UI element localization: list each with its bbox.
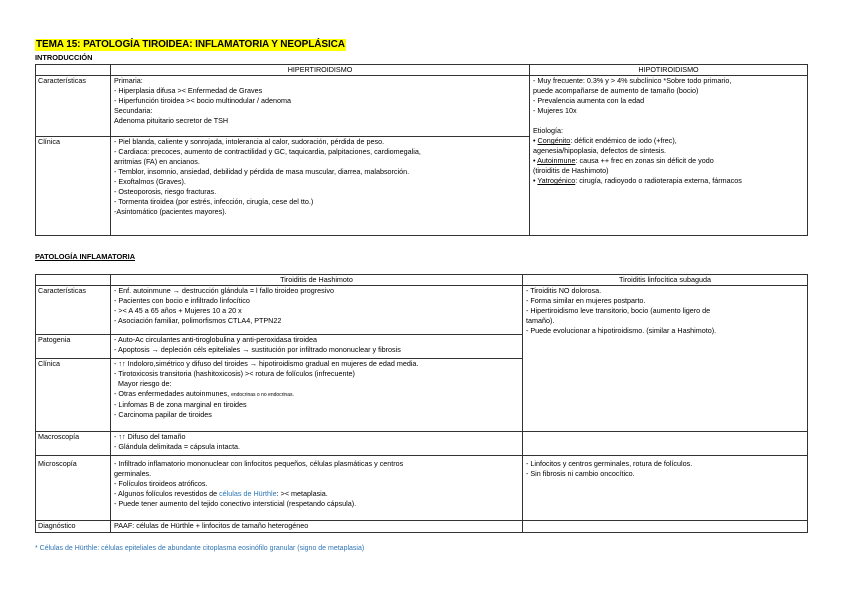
document-title: TEMA 15: PATOLOGÍA TIROIDEA: INFLAMATORIA Y NEOPLÁSICA (36, 39, 345, 50)
text-line: - Piel blanda, caliente y sonrojada, intolerancia al calor, sudoración, pérdida de peso. (114, 137, 385, 146)
text-line: - >< A 45 a 65 años + Mujeres 10 a 20 x (114, 306, 242, 315)
text-line: - Puede evolucionar a hipotiroidismo. (similar a Hashimoto). (526, 326, 717, 335)
section-intro-heading: INTRODUCCIÓN (35, 53, 93, 62)
row-label-microscopia: Microscopía (36, 456, 111, 521)
text-autoinmune: : causa ++ frec en zonas sin déficit de yodo (575, 156, 714, 165)
linfocitica-diagnostico (523, 521, 808, 533)
hashimoto-microscopia (111, 456, 523, 521)
hurthle-pre: - Algunos folículos revestidos de (114, 489, 218, 498)
text-line: -Asintomático (pacientes mayores). (114, 207, 227, 216)
text-line: - Muy frecuente: 0.3% y > 4% subclínico *Sobre todo primario, (533, 76, 732, 85)
text-line: - Hiperplasia difusa >< Enfermedad de Graves (114, 86, 263, 95)
row-label-patogenia: Patogenia (36, 335, 111, 359)
hashimoto-patogenia (111, 335, 523, 359)
text-line: - Infiltrado inflamatorio mononuclear con linfocitos pequeños, células plasmáticas y centros (114, 459, 404, 468)
text-line: - Sin fibrosis ni cambio oncocítico. (526, 469, 635, 478)
term-autoinmune: Autoinmune (537, 156, 576, 165)
text-yatrogenico: : cirugía, radioyodo o radioterapia externa, fármacos (575, 176, 742, 185)
text-line: (tiroiditis de Hashimoto) (533, 166, 609, 175)
text-line: Etiología: (533, 126, 563, 135)
text-line: Mayor riesgo de: (118, 379, 172, 388)
text-line: - Linfocitos y centros germinales, rotura de folículos. (526, 459, 693, 468)
text-line: - Tormenta tiroidea (por estrés, infección, cirugía, cese del tto.) (114, 197, 314, 206)
footnote-hurthle: * Células de Hürthle: células epiteliales de abundante citoplasma eosinófilo granular (signo de metaplasia) (35, 545, 365, 552)
text-line: - Forma similar en mujeres postparto. (526, 296, 646, 305)
text-line: Adenoma pituitario secretor de TSH (114, 116, 229, 125)
text-line: - Glándula delimitada = cápsula intacta. (114, 442, 241, 451)
bullet: • (533, 156, 536, 165)
term-yatrogenico: Yatrogénico (537, 176, 576, 185)
bullet: • (533, 136, 536, 145)
term-congenito: Congénito (537, 136, 571, 145)
section-inflamatoria-heading: PATOLOGÍA INFLAMATORIA (35, 252, 136, 261)
text-line (114, 489, 519, 499)
text-line: - Pacientes con bocio e infiltrado linfocítico (114, 296, 250, 305)
text-line: - Mujeres 10x (533, 106, 577, 115)
hashimoto-macroscopia (111, 432, 523, 456)
header-hipotiroidismo: HIPOTIROIDISMO (530, 65, 808, 76)
text-line: - Linfomas B de zona marginal en tiroides (114, 400, 247, 409)
text-line (114, 389, 519, 400)
hashimoto-diagnostico: PAAF: células de Hürthle + linfocitos de tamaño heterogéneo (111, 521, 523, 533)
hurthle-post: : >< metaplasia. (276, 489, 328, 498)
row-label-diagnostico: Diagnóstico (36, 521, 111, 533)
text-line: - Carcinoma papilar de tiroides (114, 410, 212, 419)
row-label-clinica: Clínica (36, 137, 111, 236)
header-hashimoto: Tiroiditis de Hashimoto (111, 275, 523, 286)
text-line: arritmias (FA) en ancianos. (114, 157, 200, 166)
row-label-clinica: Clínica (36, 359, 111, 432)
inflam-empty-header (36, 275, 111, 286)
text-line: germinales. (114, 469, 152, 478)
text-line (533, 176, 804, 186)
linfocitica-caract-patogenia (523, 286, 808, 432)
text-line (533, 156, 804, 166)
intro-empty-header (36, 65, 111, 76)
bullet: • (533, 176, 536, 185)
linfocitica-microscopia (523, 456, 808, 521)
row-label-caracteristicas: Características (36, 76, 111, 137)
text-line: - Apoptosis → depleción céls epiteliales → sustitución por infiltrado mononuclear y fibrosis (114, 345, 401, 354)
hipotiroidismo-cell (530, 76, 808, 236)
hiper-caracteristicas (111, 76, 530, 137)
text-line: - Asociación familiar, polimorfismos CTLA4, PTPN22 (114, 316, 282, 325)
text-line: - Tiroiditis NO dolorosa. (526, 286, 602, 295)
hashimoto-caracteristicas (111, 286, 523, 335)
text-line: - Auto-Ac circulantes anti-tiroglobulina y anti-peroxidasa tiroidea (114, 335, 317, 344)
hurthle-term: células de Hürthle (219, 489, 277, 498)
text-line: - Exoftalmos (Graves). (114, 177, 186, 186)
text-line: - ↑↑ Indoloro,simétrico y difuso del tiroides → hipotiroidismo gradual en mujeres de edad media. (114, 359, 419, 368)
header-hipertiroidismo: HIPERTIROIDISMO (111, 65, 530, 76)
text-line: - Tirotoxicosis transitoria (hashitoxicosis) >< rotura de folículos (infrecuente) (114, 369, 355, 378)
text-line (533, 136, 804, 146)
text-line: - Cardiaca: precoces, aumento de contractilidad y GC, taquicardia, palpitaciones, cardiomegalia, (114, 147, 421, 156)
header-linfocitica: Tiroiditis linfocítica subaguda (523, 275, 808, 286)
text-line: - Hipertiroidismo leve transitorio, bocio (aumento ligero de (526, 306, 711, 315)
text-line: tamaño). (526, 316, 555, 325)
row-label-caracteristicas: Características (36, 286, 111, 335)
text-line: - Hiperfunción tiroidea >< bocio multinodular / adenoma (114, 96, 291, 105)
text-line: - Puede tener aumento del tejido conectivo intersticial (respetando cápsula). (114, 499, 357, 508)
hiper-clinica (111, 137, 530, 236)
row-label-macroscopia: Macroscopía (36, 432, 111, 456)
text-line: - Prevalencia aumenta con la edad (533, 96, 645, 105)
text-line: - Temblor, insomnio, ansiedad, debilidad y pérdida de masa muscular, diarrea, malabsorción. (114, 167, 410, 176)
text-congenito: : déficit endémico de iodo (+frec), (570, 136, 677, 145)
text-line: - Folículos tiroideos atróficos. (114, 479, 208, 488)
text-line: Primaria: (114, 76, 143, 85)
text-line: - Enf. autoinmune → destrucción glándula = l fallo tiroideo progresivo (114, 286, 334, 295)
text-line: agenesia/hipoplasia, defectos de síntesis. (533, 146, 667, 155)
linfocitica-macroscopia (523, 432, 808, 456)
text-line: puede acompañarse de aumento de tamaño (bocio) (533, 86, 699, 95)
otras-enfermedades: - Otras enfermedades autoinmunes, (114, 389, 230, 398)
text-line: - ↑↑ Difuso del tamaño (114, 432, 186, 441)
hashimoto-clinica (111, 359, 523, 432)
text-line: - Osteoporosis, riesgo fracturas. (114, 187, 217, 196)
otras-enfermedades-note: endocrinas o no endocrinas. (231, 392, 294, 398)
inflam-table (35, 274, 808, 533)
text-line: Secundaria: (114, 106, 153, 115)
intro-table (35, 64, 808, 236)
